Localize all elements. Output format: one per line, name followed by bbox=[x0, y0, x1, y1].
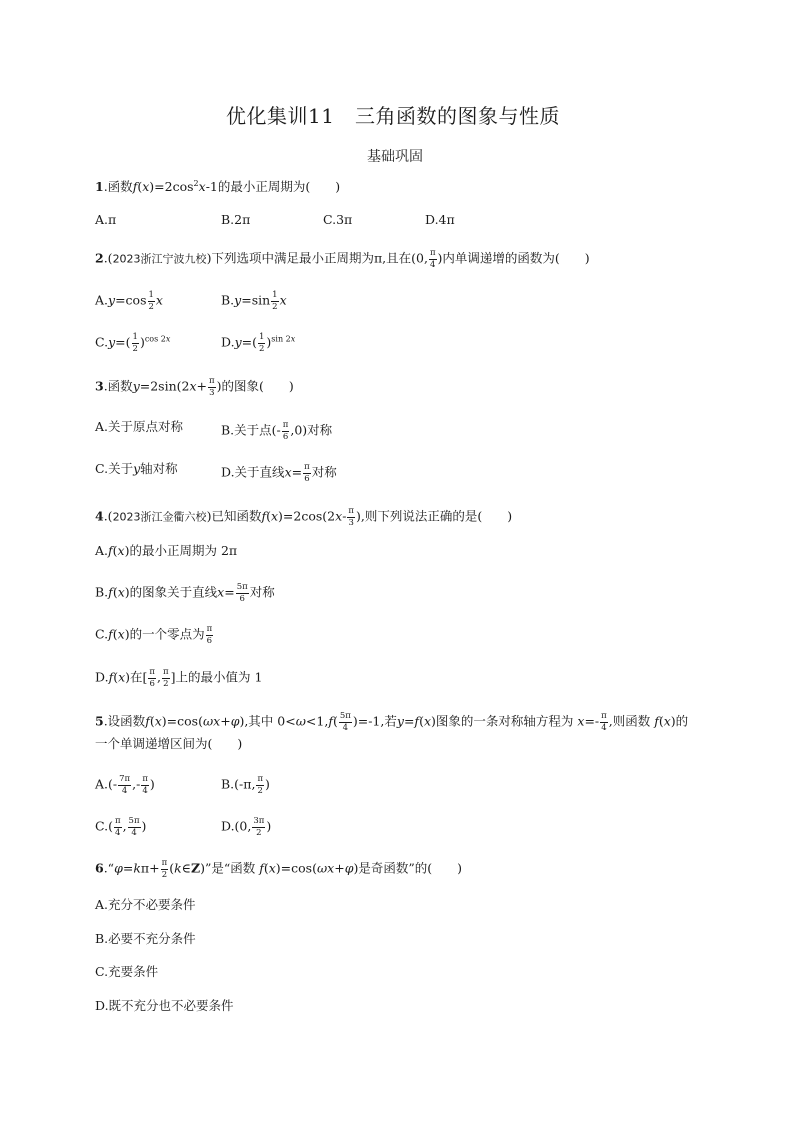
q5-option-c: C.( $\frac{\pi}{4}$ , $\frac{5\pi}{4}$ ) bbox=[95, 816, 147, 838]
q3-option-b: B.关于点(- $\frac{\pi}{6}$ ,0)对称 bbox=[221, 420, 333, 442]
q5-option-b: B.(-π, $\frac{\pi}{2}$ ) bbox=[221, 774, 270, 796]
question-5-line-1: 5.设函数f(x)=cos(ωx+φ),其中 0<ω<1,f( $\frac{5\pi}{4}$ )=-1,若y=f(x)图象的一条对称轴方程为 x=- $\frac{\pi}{4}$ ,则函数 f(x)的 bbox=[95, 711, 689, 733]
section-heading: 基础巩固 bbox=[367, 149, 423, 165]
q6-option-b: B.必要不充分条件 bbox=[95, 931, 196, 946]
q5-option-d: D.(0, $\frac{3\pi}{2}$ ) bbox=[221, 816, 272, 838]
q1-option-a: A.π bbox=[95, 212, 117, 227]
q1-option-c: C.3π bbox=[323, 212, 353, 227]
q6-option-c: C.充要条件 bbox=[95, 964, 159, 979]
question-4: 4.(2023浙江金衢六校)已知函数f(x)=2cos(2x- $\frac{\pi}{3}$ ),则下列说法正确的是( ) bbox=[95, 506, 513, 528]
question-5-line-2: 一个单调递增区间为( ) bbox=[95, 736, 243, 751]
q2-option-b: B.y=sin $\frac{1}{2}$ x bbox=[221, 290, 287, 312]
question-6: 6.“φ=kπ+ $\frac{\pi}{2}$ (k∈Z)”是“函数 f(x)=cos(ωx+φ)是奇函数”的( ) bbox=[95, 858, 462, 880]
q4-option-a: A.f(x)的最小正周期为 2π bbox=[95, 543, 238, 558]
q2-option-c: C.y=( $\frac{1}{2}$ )$^{cos 2x}$ bbox=[95, 332, 171, 354]
question-3: 3.函数y=2sin(2x+ $\frac{\pi}{3}$ )的图象( ) bbox=[95, 376, 294, 398]
q2-option-d: D.y=( $\frac{1}{2}$ )$^{sin 2x}$ bbox=[221, 332, 296, 354]
q3-option-a: A.关于原点对称 bbox=[95, 419, 184, 434]
question-2: 2.(2023浙江宁波九校)下列选项中满足最小正周期为π,且在(0, $\frac{\pi}{4}$ )内单调递增的函数为( ) bbox=[95, 248, 590, 270]
q1-option-b: B.2π bbox=[221, 212, 251, 227]
q3-option-c: C.关于y轴对称 bbox=[95, 461, 178, 476]
page-title: 优化集训11 三角函数的图象与性质 bbox=[226, 104, 560, 128]
q4-option-b: B.f(x)的图象关于直线x= $\frac{5\pi}{6}$ 对称 bbox=[95, 582, 275, 604]
q5-option-a: A.(- $\frac{7\pi}{4}$ ,- $\frac{\pi}{4}$ ) bbox=[95, 774, 155, 796]
q4-option-c: C.f(x)的一个零点为 $\frac{\pi}{6}$ bbox=[95, 624, 213, 646]
question-1: 1.函数$f(x)=2\cos^2x-1$的最小正周期为( ) bbox=[95, 179, 341, 195]
q4-option-d: D.f(x)在[ $\frac{\pi}{6}$ , $\frac{\pi}{2}$ ]上的最小值为 1 bbox=[95, 667, 263, 689]
q6-option-a: A.充分不必要条件 bbox=[95, 897, 196, 912]
q3-option-d: D.关于直线x= $\frac{\pi}{6}$ 对称 bbox=[221, 462, 337, 484]
q1-option-d: D.4π bbox=[425, 212, 455, 227]
q6-option-d: D.既不充分也不必要条件 bbox=[95, 998, 234, 1013]
q2-option-a: A.y=cos $\frac{1}{2}$ x bbox=[95, 290, 163, 312]
